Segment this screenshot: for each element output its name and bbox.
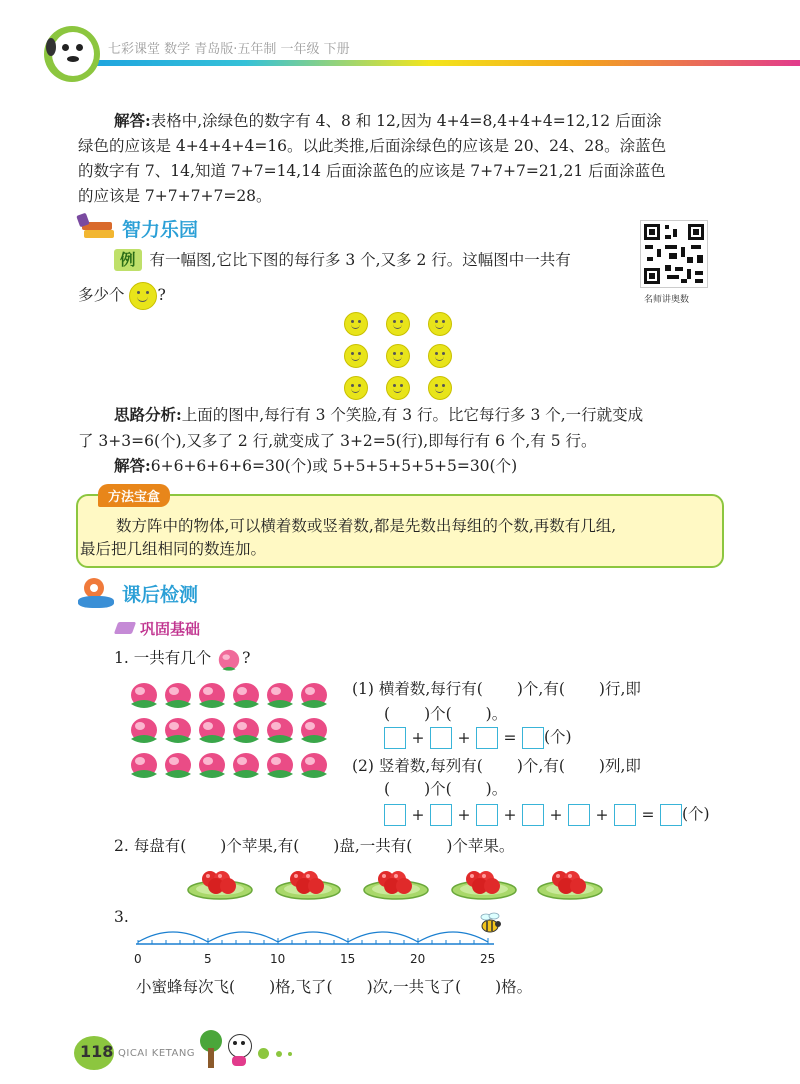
dog-mascot-icon xyxy=(52,32,94,76)
smiley-face-icon xyxy=(344,312,368,336)
tick-label: 25 xyxy=(480,952,496,966)
books-icon xyxy=(78,214,118,242)
smiley-face-icon xyxy=(386,344,410,368)
q1-part2-equation: + + + + + = (个) xyxy=(384,803,710,826)
peach-grid xyxy=(128,682,338,782)
q2-text: 2. 每盘有( )个苹果,有( )盘,一共有( )个苹果。 xyxy=(114,837,515,855)
number-line xyxy=(128,904,528,972)
subsection-title-gonggu: 巩固基础 xyxy=(140,620,201,638)
answer-box[interactable] xyxy=(384,727,406,749)
pencil-icon xyxy=(114,622,136,634)
smiley-face-icon xyxy=(344,376,368,400)
example-tag: 例 xyxy=(114,249,142,271)
smiley-face-icon xyxy=(428,312,452,336)
smiley-face-icon xyxy=(428,376,452,400)
smiley-grid xyxy=(340,310,460,402)
answer-line-3: 的数字有 7、14,知道 7+7=14,14 后面涂蓝色的应该是 7+7+7=21,21 后面涂蓝色 xyxy=(78,162,666,180)
answer-box[interactable] xyxy=(430,804,452,826)
smiley-face-icon xyxy=(129,282,157,310)
analysis-line-2: 了 3+3=6(个),又多了 2 行,就变成了 3+2=5(行),即每行有 6 个,有 5 行。 xyxy=(78,432,597,450)
answer-box[interactable] xyxy=(476,804,498,826)
peach-icon xyxy=(216,646,242,672)
tick-label: 20 xyxy=(410,952,426,966)
answer-box[interactable] xyxy=(522,727,544,749)
tree-icon xyxy=(198,1030,224,1070)
q1-part2-line2: ( )个( )。 xyxy=(384,780,508,798)
tick-label: 5 xyxy=(204,952,212,966)
answer-box[interactable] xyxy=(430,727,452,749)
example-question-line-2: 多少个 ? xyxy=(78,282,166,310)
smiley-face-icon xyxy=(344,344,368,368)
smiley-face-icon xyxy=(386,376,410,400)
answer-box[interactable] xyxy=(476,727,498,749)
tick-label: 10 xyxy=(270,952,286,966)
header-title: 七彩课堂 数学 青岛版·五年制 一年级 下册 xyxy=(108,42,350,57)
q1-text: 1. 一共有几个 ? xyxy=(114,646,250,672)
section-title-zhili: 智力乐园 xyxy=(122,219,199,241)
apple-plates xyxy=(186,862,616,902)
answer-line-4: 的应该是 7+7+7+7=28。 xyxy=(78,187,272,205)
q1-part1-line2: ( )个( )。 xyxy=(384,705,508,723)
tick-label: 15 xyxy=(340,952,356,966)
answer-box[interactable] xyxy=(384,804,406,826)
example-answer: 解答:6+6+6+6+6=30(个)或 5+5+5+5+5+5=30(个) xyxy=(114,456,518,475)
header-bar xyxy=(0,0,800,90)
smiley-face-icon xyxy=(428,344,452,368)
answer-box[interactable] xyxy=(568,804,590,826)
q3-text: 小蜜蜂每次飞( )格,飞了( )次,一共飞了( )格。 xyxy=(136,978,533,996)
answer-box[interactable] xyxy=(522,804,544,826)
q3-number: 3. xyxy=(114,908,129,926)
tick-label: 0 xyxy=(134,952,142,966)
footer-dots xyxy=(258,1048,308,1060)
q1-part1-equation: + + = (个) xyxy=(384,726,572,749)
bee-icon xyxy=(481,913,501,932)
answer-line-2: 绿色的应该是 4+4+4+4=16。以此类推,后面涂绿色的应该是 20、24、28。涂蓝色 xyxy=(78,137,667,155)
header-rainbow-line xyxy=(60,60,800,66)
qr-caption: 名师讲奥数 xyxy=(644,295,690,305)
example-question-line-1: 例 有一幅图,它比下图的每行多 3 个,又多 2 行。这幅图中一共有 xyxy=(114,249,571,271)
qr-code[interactable] xyxy=(640,220,708,288)
method-box-line-2: 最后把几组相同的数连加。 xyxy=(80,540,267,558)
footer-brand: QICAI KETANG xyxy=(118,1048,196,1059)
section-title-check: 课后检测 xyxy=(122,584,199,606)
method-box-tag: 方法宝盒 xyxy=(98,484,170,507)
smiley-face-icon xyxy=(386,312,410,336)
analysis-line-1: 思路分析:上面的图中,每行有 3 个笑脸,有 3 行。比它每行多 3 个,一行就变成 xyxy=(114,405,644,424)
page-number: 118 xyxy=(80,1042,114,1061)
q1-part1-line1: (1) 横着数,每行有( )个,有( )行,即 xyxy=(352,680,641,698)
answer-box[interactable] xyxy=(614,804,636,826)
method-box-line-1: 数方阵中的物体,可以横着数或竖着数,都是先数出每组的个数,再数有几组, xyxy=(116,517,617,535)
answer-box[interactable] xyxy=(660,804,682,826)
dog-mascot-icon xyxy=(226,1034,252,1068)
answer-label: 解答: xyxy=(114,111,151,130)
analysis-label: 思路分析: xyxy=(114,405,182,424)
answer-line-1: 解答:表格中,涂绿色的数字有 4、8 和 12,因为 4+4=8,4+4+4=12,12 后面涂 xyxy=(114,111,662,130)
clown-mascot-icon xyxy=(76,576,118,610)
q1-part2-line1: (2) 竖着数,每列有( )个,有( )列,即 xyxy=(352,757,641,775)
